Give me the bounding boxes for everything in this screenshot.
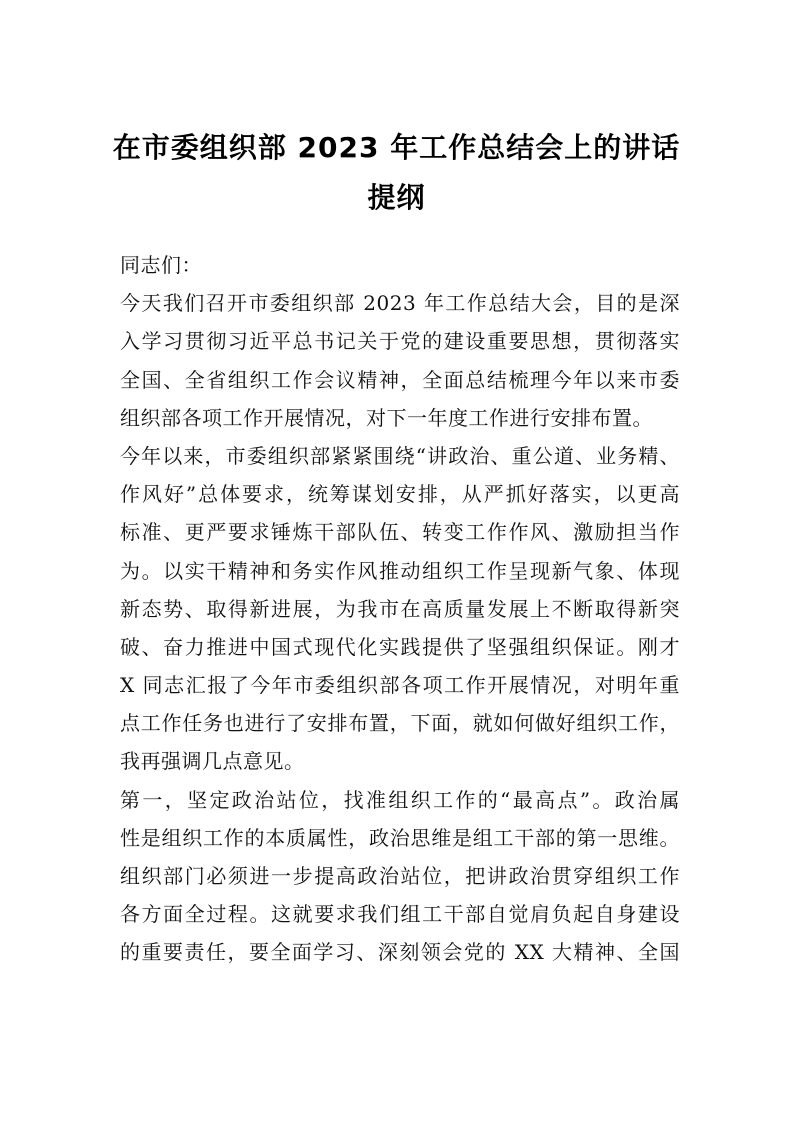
body-line: 第一，坚定政治站位，找准组织工作的“最高点”。政治属 — [120, 787, 680, 812]
body-line: 破、奋力推进中国式现代化实践提供了坚强组织保证。刚才 — [120, 634, 680, 659]
body-line: 入学习贯彻习近平总书记关于党的建设重要思想，贯彻落实 — [120, 329, 680, 354]
body-line: 各方面全过程。这就要求我们组工干部自觉肩负起自身建设 — [120, 902, 680, 927]
body-line: 今天我们召开市委组织部 2023 年工作总结大会，目的是深 — [120, 291, 680, 316]
body-line: 为。以实干精神和务实作风推动组织工作呈现新气象、体现 — [120, 558, 680, 583]
salutation-line: 同志们： — [120, 253, 202, 277]
body-line: 全国、全省组织工作会议精神，全面总结梳理今年以来市委 — [120, 367, 680, 392]
body-line: 组织部门必须进一步提高政治站位，把讲政治贯穿组织工作 — [120, 864, 680, 888]
body-line: 今年以来，市委组织部紧紧围绕“讲政治、重公道、业务精、 — [120, 443, 680, 468]
body-line: 点工作任务也进行了安排布置，下面，就如何做好组织工作， — [120, 711, 680, 736]
document-title-line-1: 在市委组织部 2023 年工作总结会上的讲话 — [112, 131, 681, 164]
body-line: 组织部各项工作开展情况，对下一年度工作进行安排布置。 — [120, 405, 653, 430]
body-line: 新态势、取得新进展，为我市在高质量发展上不断取得新突 — [120, 596, 680, 621]
body-line: 的重要责任，要全面学习、深刻领会党的 XX 大精神、全国 — [120, 940, 680, 965]
body-line: 性是组织工作的本质属性，政治思维是组工干部的第一思维。 — [120, 825, 680, 850]
body-line: 我再强调几点意见。 — [120, 749, 305, 774]
document-body — [120, 246, 680, 972]
body-line: 标准、更严要求锤炼干部队伍、转变工作作风、激励担当作 — [120, 520, 680, 545]
document-title-line-2: 提纲 — [367, 181, 426, 214]
body-line: 作风好”总体要求，统筹谋划安排，从严抓好落实，以更高 — [120, 482, 680, 507]
body-line: X 同志汇报了今年市委组织部各项工作开展情况，对明年重 — [120, 673, 680, 698]
